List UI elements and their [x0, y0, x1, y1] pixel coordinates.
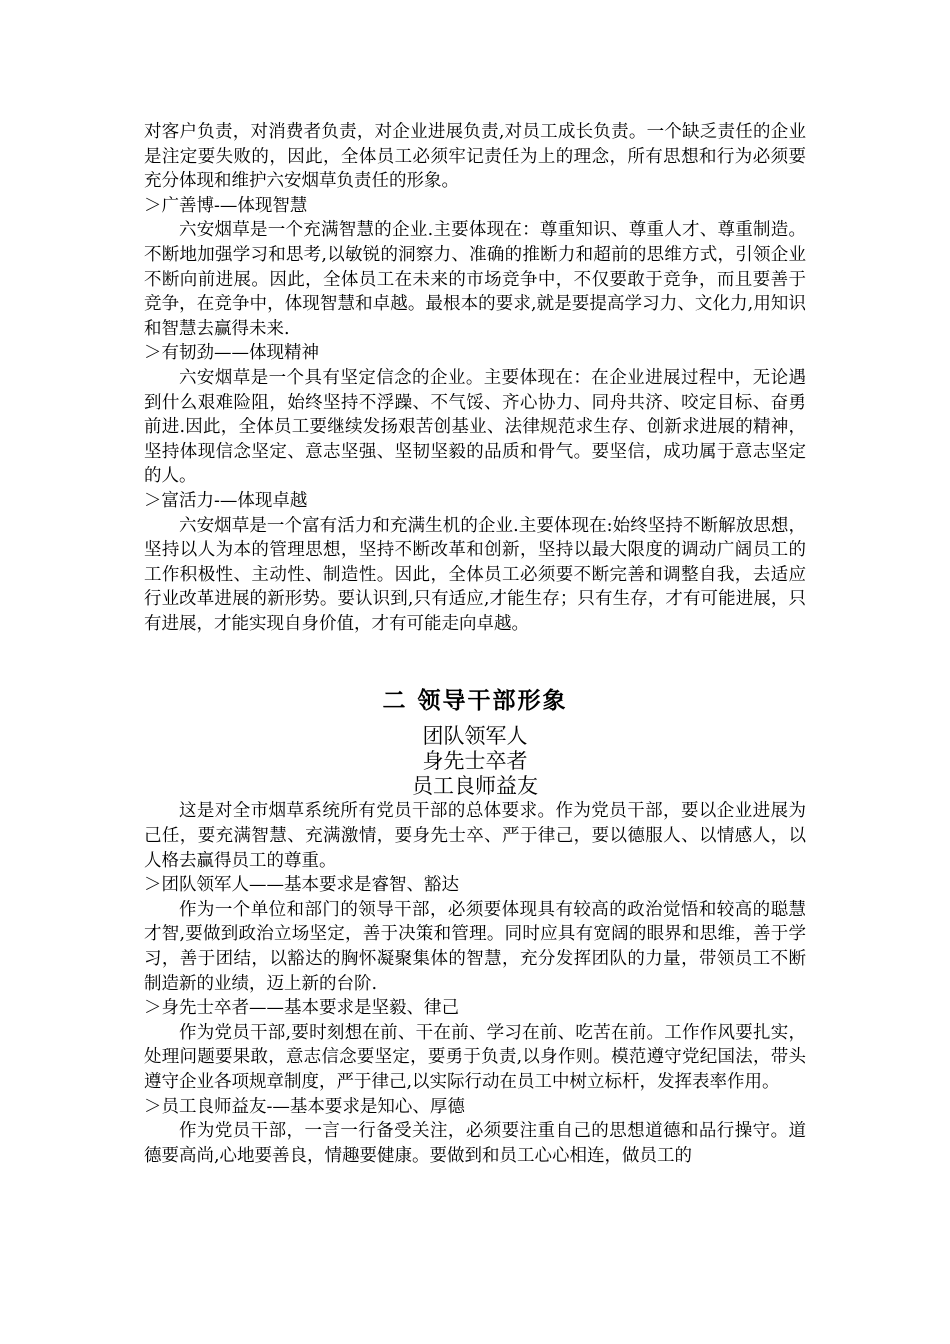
bullet-heading: ＞员工良师益友-—基本要求是知心、厚德 — [144, 1096, 465, 1117]
paragraph: 作为一个单位和部门的领导干部，必须要体现具有较高的政治觉悟和较高的聪慧才智,要做到政治立场坚定，善于决策和管理。同时应具有宽阔的眼界和思维，善于学习，善于团结，以豁达的胸怀凝聚集体的智慧，充分发挥团队的力量，带领员工不断制造新的业绩，迈上新的台阶. — [144, 899, 806, 994]
section-spacer — [144, 636, 806, 686]
paragraph: 作为党员干部,要时刻想在前、干在前、学习在前、吃苦在前。工作作风要扎实，处理问题要果敢，意志信念要坚定，要勇于负责,以身作则。模范遵守党纪国法，带头遵守企业各项规章制度，严于律己,以实际行动在员工中树立标杆，发挥表率作用。 — [144, 1022, 806, 1092]
paragraph: 六安烟草是一个富有活力和充满生机的企业.主要体现在:始终坚持不断解放思想，坚持以人为本的管理思想，坚持不断改革和创新，坚持以最大限度的调动广阔员工的工作积极性、主动性、制造性。因此，全体员工必须要不断完善和调整自我，去适应行业改革进展的新形势。要认识到,只有适应,才能生存；只有生存，才有可能进展，只有进展，才能实现自身价值，才有可能走向卓越。 — [144, 515, 806, 634]
motto-line: 身先士卒者 — [422, 749, 528, 774]
bullet-heading: ＞有韧劲——体现精神 — [144, 343, 319, 364]
bullet-heading: ＞身先士卒者——基本要求是坚毅、律己 — [144, 998, 459, 1019]
bullet-heading: ＞团队领军人——基本要求是睿智、豁达 — [144, 875, 459, 896]
document-body — [144, 120, 806, 1168]
bullet-heading: ＞广善博-—体现智慧 — [144, 195, 308, 216]
paragraph: 这是对全市烟草系统所有党员干部的总体要求。作为党员干部，要以企业进展为己任，要充满智慧、充满激情，要身先士卒、严于律己，要以德服人、以情感人，以人格去赢得员工的尊重。 — [144, 801, 806, 871]
motto-line: 团队领军人 — [422, 724, 528, 749]
motto-line: 员工良师益友 — [412, 774, 538, 799]
bullet-heading: ＞富活力-—体现卓越 — [144, 490, 308, 511]
section-title: 二 领导干部形象 — [382, 688, 568, 715]
paragraph: 六安烟草是一个具有坚定信念的企业。主要体现在：在企业进展过程中，无论遇到什么艰难险阻，始终坚持不浮躁、不气馁、齐心协力、同舟共济、咬定目标、奋勇前进.因此，全体员工要继续发扬艰苦创基业、法律规范求生存、创新求进展的精神，坚持体现信念坚定、意志坚强、坚韧坚毅的品质和骨气。要坚信，成功属于意志坚定的人。 — [144, 367, 806, 487]
paragraph: 作为党员干部，一言一行备受关注，必须要注重自己的思想道德和品行操守。道德要高尚,心地要善良，情趣要健康。要做到和员工心心相连，做员工的 — [144, 1121, 806, 1166]
paragraph: 对客户负责，对消费者负责，对企业进展负责,对员工成长负责。一个缺乏责任的企业是注定要失败的，因此，全体员工必须牢记责任为上的理念，所有思想和行为必须要充分体现和维护六安烟草负责任的形象。 — [144, 122, 806, 192]
paragraph: 六安烟草是一个充满智慧的企业.主要体现在：尊重知识、尊重人才、尊重制造。不断地加强学习和思考,以敏锐的洞察力、准确的推断力和超前的思维方式，引领企业不断向前进展。因此，全体员工在未来的市场竞争中，不仅要敢于竞争，而且要善于竞争，在竞争中，体现智慧和卓越。最根本的要求,就是要提高学习力、文化力,用知识和智慧去赢得未来. — [144, 220, 806, 339]
